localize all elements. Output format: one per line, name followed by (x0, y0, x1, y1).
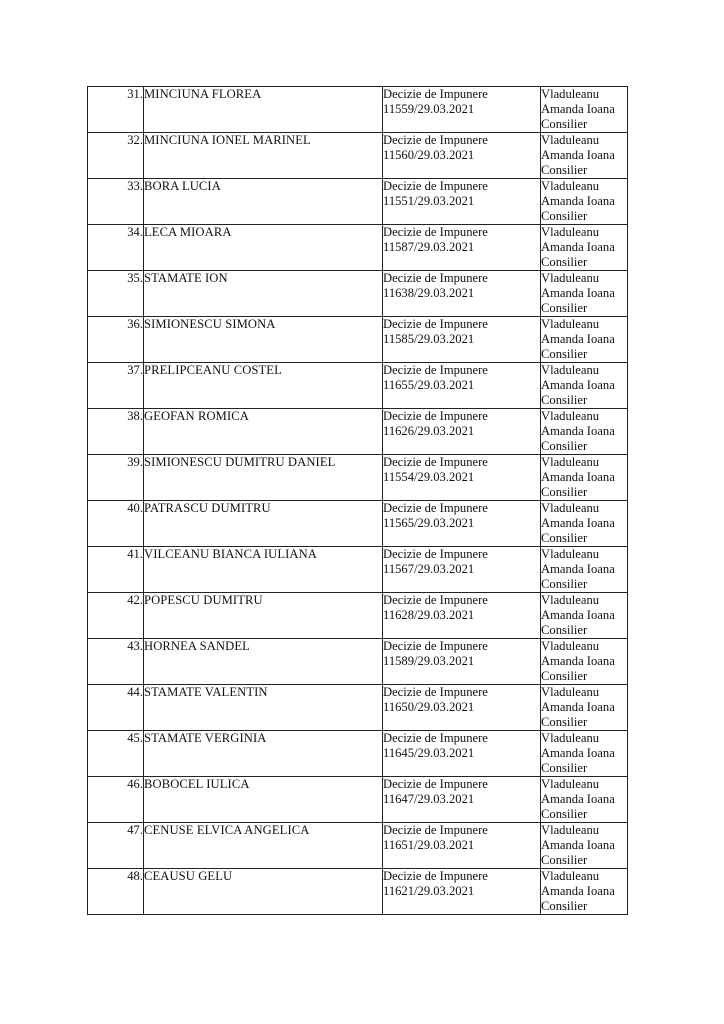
officer-surname: Vladuleanu (541, 869, 600, 883)
decision-type: Decizie de Impunere (383, 547, 488, 561)
row-number: 46. (88, 777, 144, 823)
officer-role: Consilier (541, 255, 588, 269)
table-row (88, 685, 628, 731)
row-number: 39. (88, 455, 144, 501)
decision-number: 11650/29.03.2021 (383, 700, 475, 714)
officer-cell (541, 823, 628, 869)
officer-given-name: Amanda Ioana (541, 194, 615, 208)
decision-number: 11655/29.03.2021 (383, 378, 475, 392)
person-name: BOBOCEL IULICA (144, 777, 383, 823)
officer-cell (541, 225, 628, 271)
decision-cell (383, 823, 541, 869)
officer-surname: Vladuleanu (541, 823, 600, 837)
officer-cell (541, 731, 628, 777)
decision-type: Decizie de Impunere (383, 363, 488, 377)
table-row (88, 823, 628, 869)
person-name: STAMATE ION (144, 271, 383, 317)
decision-cell (383, 501, 541, 547)
officer-given-name: Amanda Ioana (541, 654, 615, 668)
officer-cell (541, 869, 628, 915)
decision-cell (383, 133, 541, 179)
person-name: LECA MIOARA (144, 225, 383, 271)
table-row (88, 133, 628, 179)
table-row (88, 317, 628, 363)
officer-role: Consilier (541, 439, 588, 453)
decision-type: Decizie de Impunere (383, 639, 488, 653)
officer-role: Consilier (541, 163, 588, 177)
person-name: VILCEANU BIANCA IULIANA (144, 547, 383, 593)
officer-cell (541, 409, 628, 455)
officer-given-name: Amanda Ioana (541, 286, 615, 300)
decision-cell (383, 317, 541, 363)
officer-surname: Vladuleanu (541, 363, 600, 377)
officer-given-name: Amanda Ioana (541, 746, 615, 760)
table-row (88, 869, 628, 915)
officer-given-name: Amanda Ioana (541, 700, 615, 714)
officer-role: Consilier (541, 393, 588, 407)
officer-surname: Vladuleanu (541, 133, 600, 147)
officer-surname: Vladuleanu (541, 731, 600, 745)
row-number: 48. (88, 869, 144, 915)
table-row (88, 225, 628, 271)
officer-given-name: Amanda Ioana (541, 240, 615, 254)
decision-cell (383, 731, 541, 777)
person-name: BORA LUCIA (144, 179, 383, 225)
row-number: 47. (88, 823, 144, 869)
decision-cell (383, 593, 541, 639)
officer-role: Consilier (541, 577, 588, 591)
decision-type: Decizie de Impunere (383, 179, 488, 193)
officer-role: Consilier (541, 669, 588, 683)
decision-number: 11647/29.03.2021 (383, 792, 475, 806)
decision-number: 11589/29.03.2021 (383, 654, 475, 668)
table-row (88, 547, 628, 593)
officer-role: Consilier (541, 117, 588, 131)
officer-role: Consilier (541, 209, 588, 223)
table-row (88, 363, 628, 409)
person-name: MINCIUNA IONEL MARINEL (144, 133, 383, 179)
officer-surname: Vladuleanu (541, 685, 600, 699)
officer-role: Consilier (541, 531, 588, 545)
officer-given-name: Amanda Ioana (541, 792, 615, 806)
officer-given-name: Amanda Ioana (541, 148, 615, 162)
row-number: 40. (88, 501, 144, 547)
table-row (88, 87, 628, 133)
decision-type: Decizie de Impunere (383, 317, 488, 331)
records-table (87, 86, 628, 915)
person-name: MINCIUNA FLOREA (144, 87, 383, 133)
decision-number: 11554/29.03.2021 (383, 470, 475, 484)
table-row (88, 455, 628, 501)
decision-number: 11560/29.03.2021 (383, 148, 475, 162)
row-number: 33. (88, 179, 144, 225)
row-number: 35. (88, 271, 144, 317)
decision-type: Decizie de Impunere (383, 409, 488, 423)
decision-number: 11567/29.03.2021 (383, 562, 475, 576)
officer-surname: Vladuleanu (541, 271, 600, 285)
officer-surname: Vladuleanu (541, 639, 600, 653)
table-row (88, 409, 628, 455)
officer-role: Consilier (541, 853, 588, 867)
decision-cell (383, 87, 541, 133)
decision-number: 11651/29.03.2021 (383, 838, 475, 852)
decision-cell (383, 777, 541, 823)
officer-surname: Vladuleanu (541, 455, 600, 469)
table-row (88, 777, 628, 823)
decision-type: Decizie de Impunere (383, 455, 488, 469)
decision-type: Decizie de Impunere (383, 777, 488, 791)
decision-cell (383, 225, 541, 271)
decision-type: Decizie de Impunere (383, 225, 488, 239)
row-number: 34. (88, 225, 144, 271)
decision-number: 11638/29.03.2021 (383, 286, 475, 300)
table-row (88, 179, 628, 225)
officer-given-name: Amanda Ioana (541, 608, 615, 622)
table-row (88, 639, 628, 685)
decision-type: Decizie de Impunere (383, 133, 488, 147)
decision-number: 11565/29.03.2021 (383, 516, 475, 530)
officer-given-name: Amanda Ioana (541, 562, 615, 576)
officer-surname: Vladuleanu (541, 501, 600, 515)
person-name: PATRASCU DUMITRU (144, 501, 383, 547)
officer-cell (541, 179, 628, 225)
table-row (88, 501, 628, 547)
decision-type: Decizie de Impunere (383, 501, 488, 515)
person-name: POPESCU DUMITRU (144, 593, 383, 639)
officer-cell (541, 593, 628, 639)
row-number: 32. (88, 133, 144, 179)
decision-cell (383, 409, 541, 455)
decision-number: 11551/29.03.2021 (383, 194, 475, 208)
officer-cell (541, 777, 628, 823)
table-row (88, 593, 628, 639)
person-name: HORNEA SANDEL (144, 639, 383, 685)
officer-cell (541, 547, 628, 593)
officer-cell (541, 455, 628, 501)
table-row (88, 271, 628, 317)
decision-number: 11585/29.03.2021 (383, 332, 475, 346)
officer-given-name: Amanda Ioana (541, 516, 615, 530)
officer-cell (541, 317, 628, 363)
officer-surname: Vladuleanu (541, 317, 600, 331)
decision-number: 11645/29.03.2021 (383, 746, 475, 760)
decision-number: 11626/29.03.2021 (383, 424, 475, 438)
officer-cell (541, 685, 628, 731)
officer-role: Consilier (541, 761, 588, 775)
officer-role: Consilier (541, 715, 588, 729)
officer-given-name: Amanda Ioana (541, 470, 615, 484)
officer-given-name: Amanda Ioana (541, 424, 615, 438)
row-number: 38. (88, 409, 144, 455)
person-name: SIMIONESCU SIMONA (144, 317, 383, 363)
officer-cell (541, 639, 628, 685)
decision-cell (383, 271, 541, 317)
decision-type: Decizie de Impunere (383, 731, 488, 745)
decision-type: Decizie de Impunere (383, 823, 488, 837)
row-number: 31. (88, 87, 144, 133)
decision-cell (383, 179, 541, 225)
decision-cell (383, 869, 541, 915)
row-number: 45. (88, 731, 144, 777)
officer-role: Consilier (541, 807, 588, 821)
officer-role: Consilier (541, 347, 588, 361)
officer-surname: Vladuleanu (541, 593, 600, 607)
officer-role: Consilier (541, 301, 588, 315)
decision-cell (383, 363, 541, 409)
officer-role: Consilier (541, 623, 588, 637)
records-table-body (88, 87, 628, 915)
decision-number: 11587/29.03.2021 (383, 240, 475, 254)
row-number: 41. (88, 547, 144, 593)
officer-surname: Vladuleanu (541, 777, 600, 791)
officer-surname: Vladuleanu (541, 87, 600, 101)
officer-given-name: Amanda Ioana (541, 332, 615, 346)
officer-cell (541, 133, 628, 179)
decision-cell (383, 639, 541, 685)
person-name: SIMIONESCU DUMITRU DANIEL (144, 455, 383, 501)
officer-given-name: Amanda Ioana (541, 378, 615, 392)
person-name: GEOFAN ROMICA (144, 409, 383, 455)
row-number: 42. (88, 593, 144, 639)
decision-type: Decizie de Impunere (383, 87, 488, 101)
officer-surname: Vladuleanu (541, 409, 600, 423)
row-number: 43. (88, 639, 144, 685)
officer-role: Consilier (541, 899, 588, 913)
decision-cell (383, 547, 541, 593)
officer-cell (541, 271, 628, 317)
person-name: STAMATE VERGINIA (144, 731, 383, 777)
officer-surname: Vladuleanu (541, 547, 600, 561)
officer-given-name: Amanda Ioana (541, 884, 615, 898)
decision-type: Decizie de Impunere (383, 271, 488, 285)
officer-cell (541, 87, 628, 133)
person-name: PRELIPCEANU COSTEL (144, 363, 383, 409)
person-name: CENUSE ELVICA ANGELICA (144, 823, 383, 869)
officer-cell (541, 501, 628, 547)
row-number: 37. (88, 363, 144, 409)
officer-given-name: Amanda Ioana (541, 102, 615, 116)
table-row (88, 731, 628, 777)
decision-cell (383, 455, 541, 501)
officer-cell (541, 363, 628, 409)
decision-number: 11559/29.03.2021 (383, 102, 475, 116)
decision-type: Decizie de Impunere (383, 593, 488, 607)
officer-given-name: Amanda Ioana (541, 838, 615, 852)
decision-number: 11628/29.03.2021 (383, 608, 475, 622)
decision-cell (383, 685, 541, 731)
decision-type: Decizie de Impunere (383, 685, 488, 699)
officer-surname: Vladuleanu (541, 179, 600, 193)
officer-role: Consilier (541, 485, 588, 499)
decision-number: 11621/29.03.2021 (383, 884, 475, 898)
officer-surname: Vladuleanu (541, 225, 600, 239)
person-name: CEAUSU GELU (144, 869, 383, 915)
row-number: 44. (88, 685, 144, 731)
person-name: STAMATE VALENTIN (144, 685, 383, 731)
decision-type: Decizie de Impunere (383, 869, 488, 883)
row-number: 36. (88, 317, 144, 363)
